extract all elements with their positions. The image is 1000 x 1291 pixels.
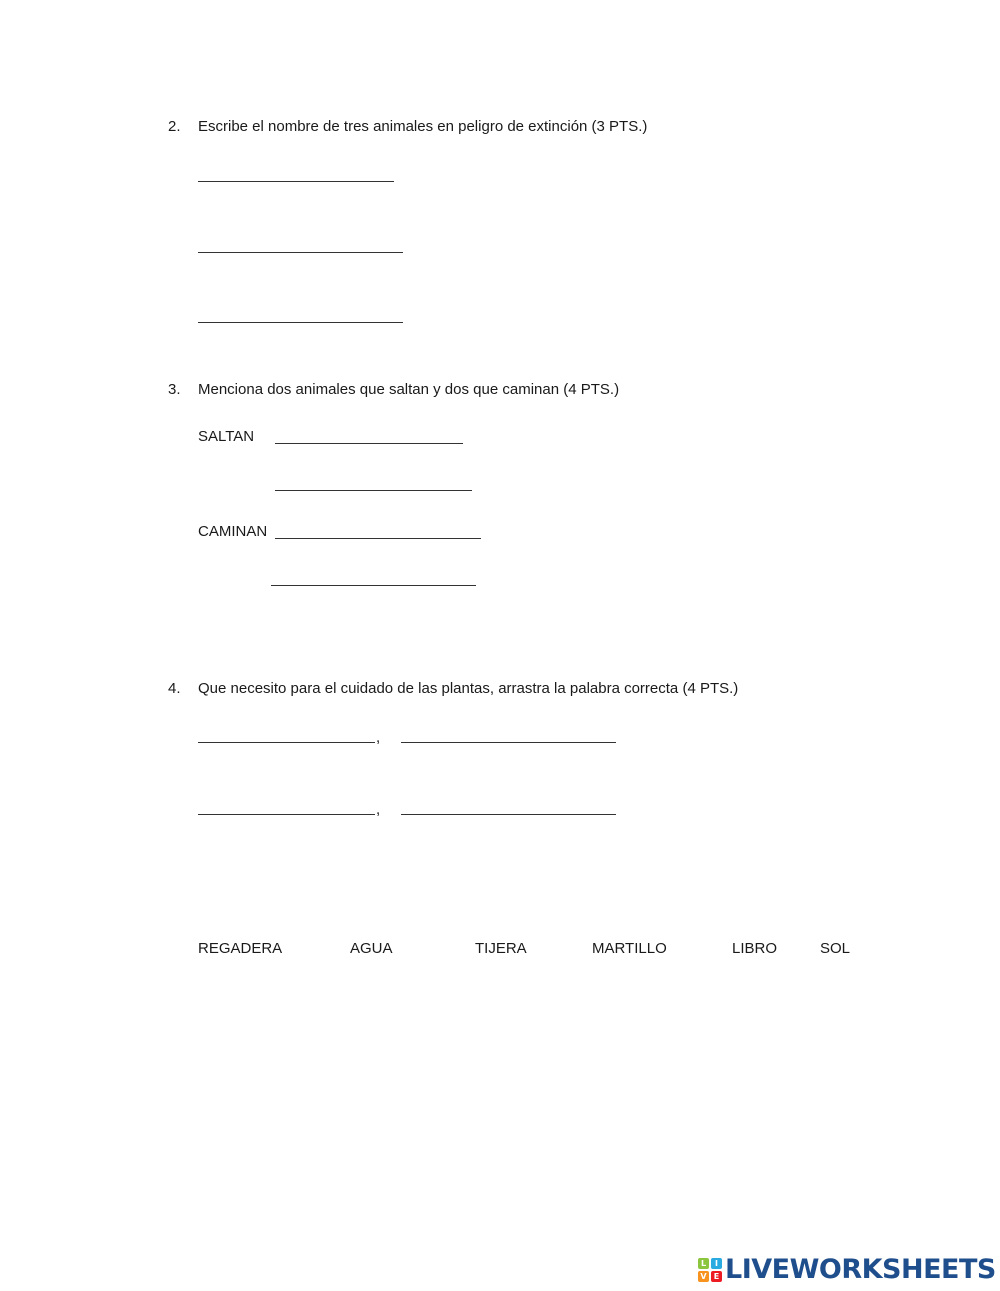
- q3-caminan-blank-2[interactable]: [271, 585, 476, 586]
- logo-square: L: [698, 1258, 709, 1269]
- q2-answer-blank-3[interactable]: [198, 322, 403, 323]
- q4-drop-blank-2[interactable]: [401, 742, 616, 743]
- q2-answer-blank-2[interactable]: [198, 252, 403, 253]
- question-3-number: 3.: [168, 381, 181, 398]
- word-libro[interactable]: LIBRO: [732, 940, 778, 957]
- question-4-text: Que necesito para el cuidado de las plantas, arrastra la palabra correcta (4 PTS.): [198, 680, 739, 697]
- q4-drop-blank-3[interactable]: [198, 814, 375, 815]
- comma-separator: ,: [376, 801, 381, 818]
- q2-answer-blank-1[interactable]: [198, 181, 394, 182]
- question-2-text: Escribe el nombre de tres animales en peligro de extinción (3 PTS.): [198, 118, 648, 135]
- question-4-number: 4.: [168, 680, 181, 697]
- q3-saltan-blank-2[interactable]: [275, 490, 472, 491]
- liveworksheets-logo: [698, 1255, 996, 1285]
- comma-separator: ,: [376, 729, 381, 746]
- logo-squares-icon: [698, 1258, 722, 1282]
- q4-drop-blank-1[interactable]: [198, 742, 375, 743]
- q4-drop-blank-4[interactable]: [401, 814, 616, 815]
- question-2-number: 2.: [168, 118, 181, 135]
- word-regadera[interactable]: REGADERA: [198, 940, 283, 957]
- word-agua[interactable]: AGUA: [350, 940, 393, 957]
- question-3-text: Menciona dos animales que saltan y dos que caminan (4 PTS.): [198, 381, 620, 398]
- word-sol[interactable]: SOL: [820, 940, 851, 957]
- word-tijera[interactable]: TIJERA: [475, 940, 527, 957]
- logo-square: E: [711, 1271, 722, 1282]
- word-martillo[interactable]: MARTILLO: [592, 940, 667, 957]
- logo-square: V: [698, 1271, 709, 1282]
- saltan-label: SALTAN: [198, 428, 255, 445]
- logo-text: LIVEWORKSHEETS: [725, 1254, 996, 1285]
- caminan-label: CAMINAN: [198, 523, 268, 540]
- q3-saltan-blank-1[interactable]: [275, 443, 463, 444]
- q3-caminan-blank-1[interactable]: [275, 538, 481, 539]
- logo-square: I: [711, 1258, 722, 1269]
